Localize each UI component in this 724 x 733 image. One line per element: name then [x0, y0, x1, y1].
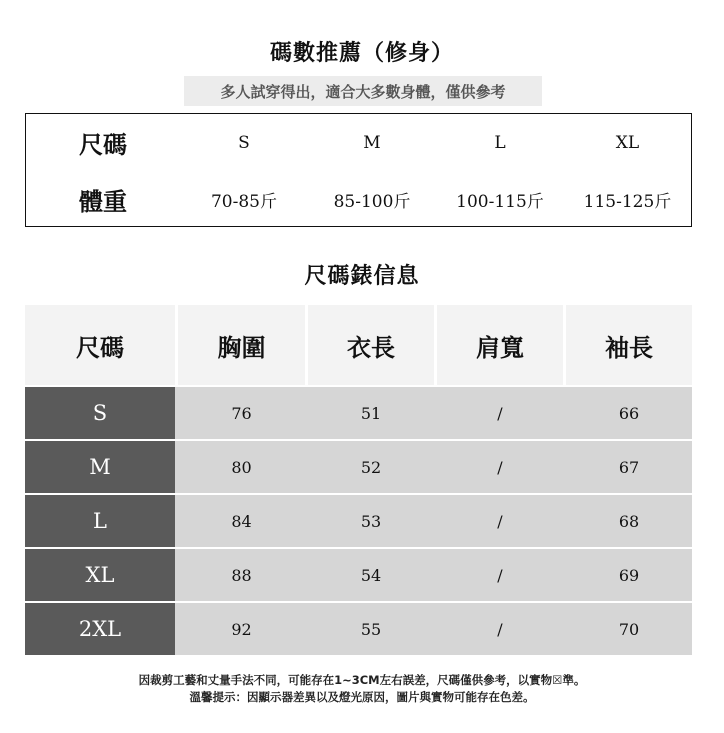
size-value: M [363, 132, 381, 153]
table-row [25, 603, 692, 655]
length-value: 52 [308, 441, 434, 493]
column-header: 胸圍 [178, 305, 305, 385]
sleeve-value: 68 [566, 495, 692, 547]
chest-value: 88 [178, 549, 305, 601]
table-row [25, 549, 692, 601]
size-label: L [25, 495, 175, 547]
shoulder-value: / [437, 495, 563, 547]
weight-value: 85-100斤 [333, 192, 411, 212]
measurement-note: 因裁剪工藝和丈量手法不同，可能存在1~3CM左右誤差，尺碼僅供參考，以實物☒準。 [138, 673, 586, 687]
column-header: 衣長 [308, 305, 434, 385]
recommendation-table [25, 113, 692, 227]
chest-value: 80 [178, 441, 305, 493]
chest-value: 84 [178, 495, 305, 547]
recommendation-title: 碼數推薦（修身） [269, 41, 454, 66]
size-value: XL [615, 132, 640, 153]
length-value: 53 [308, 495, 434, 547]
sleeve-value: 66 [566, 387, 692, 439]
weight-value: 100-115斤 [456, 192, 544, 212]
size-label: S [25, 387, 175, 439]
length-value: 51 [308, 387, 434, 439]
column-header: 袖長 [566, 305, 692, 385]
table-row [25, 495, 692, 547]
recommendation-row-size [26, 114, 691, 171]
row-label: 尺碼 [79, 131, 127, 159]
table-row [25, 441, 692, 493]
size-label: XL [25, 549, 175, 601]
row-label: 體重 [79, 188, 127, 216]
table-row [25, 387, 692, 439]
length-value: 55 [308, 603, 434, 655]
recommendation-row-weight [26, 171, 691, 228]
shoulder-value: / [437, 387, 563, 439]
sleeve-value: 67 [566, 441, 692, 493]
size-chart-table [25, 305, 692, 657]
size-chart-title: 尺碼錶信息 [304, 264, 420, 289]
chest-value: 76 [178, 387, 305, 439]
weight-value: 115-125斤 [583, 192, 672, 212]
column-header: 肩寬 [437, 305, 563, 385]
size-value: S [238, 132, 250, 153]
sleeve-value: 69 [566, 549, 692, 601]
recommendation-subtitle: 多人試穿得出，適合大多數身體，僅供參考 [184, 76, 542, 106]
shoulder-value: / [437, 549, 563, 601]
sleeve-value: 70 [566, 603, 692, 655]
color-note: 溫馨提示：因顯示器差異以及燈光原因，圖片與實物可能存在色差。 [189, 690, 535, 704]
chest-value: 92 [178, 603, 305, 655]
weight-value: 70-85斤 [210, 192, 277, 212]
shoulder-value: / [437, 603, 563, 655]
size-label: M [25, 441, 175, 493]
column-header: 尺碼 [25, 305, 175, 385]
size-value: L [494, 132, 506, 153]
size-label: 2XL [25, 603, 175, 655]
shoulder-value: / [437, 441, 563, 493]
length-value: 54 [308, 549, 434, 601]
